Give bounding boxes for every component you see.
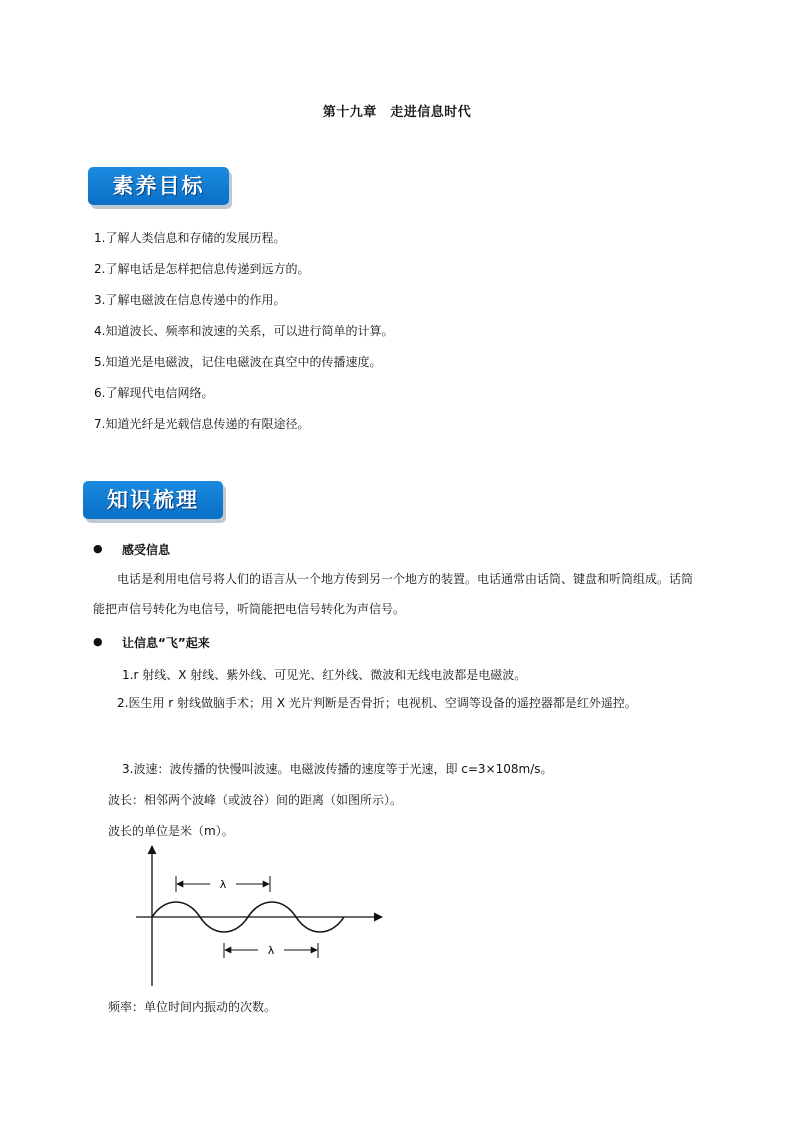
goal-item: 2.了解电话是怎样把信息传递到远方的。 [94,262,310,276]
definition-text: 波长：相邻两个波峰（或波谷）间的距离（如图所示）。 [108,793,403,807]
bullet-icon: ● [93,635,103,648]
section-paragraph: 电话是利用电信号将人们的语言从一个地方传到另一个地方的装置。电话通常由话筒、键盘和听筒组成。话筒能把声信号转化为电信号，听筒能把电信号转化为声信号。 [93,572,694,616]
goal-item: 7.知道光纤是光载信息传递的有限途径。 [94,417,310,431]
goal-item: 3.了解电磁波在信息传递中的作用。 [94,293,286,307]
section-heading: 让信息“飞”起来 [122,636,210,650]
goal-item: 4.知道波长、频率和波速的关系，可以进行简单的计算。 [94,324,394,338]
list-item: 3.波速：波传播的快慢叫波速。电磁波传播的速度等于光速，即 c=3×108m/s。 [122,762,553,776]
wave-diagram [130,840,390,990]
definition-text: 频率：单位时间内振动的次数。 [108,1000,277,1014]
wavelength-label-top: λ [219,878,227,891]
wavelength-label-bottom: λ [267,944,275,957]
list-item: 2.医生用 r 射线做脑手术；用 X 光片判断是否骨折；电视机、空调等设备的遥控器都是红外遥控。 [93,696,637,710]
list-item: 1.r 射线、X 射线、紫外线、可见光、红外线、微波和无线电波都是电磁波。 [122,668,527,682]
goal-item: 5.知道光是电磁波，记住电磁波在真空中的传播速度。 [94,355,382,369]
chapter-title: 第十九章 走进信息时代 [322,105,472,120]
bullet-icon: ● [93,542,103,555]
section-heading: 感受信息 [122,543,171,557]
knowledge-banner: 知识梳理 [83,481,223,519]
definition-text: 波长的单位是米（m）。 [108,824,234,838]
goals-banner: 素养目标 [88,167,229,205]
goal-item: 1.了解人类信息和存储的发展历程。 [94,231,286,245]
goal-item: 6.了解现代电信网络。 [94,386,214,400]
